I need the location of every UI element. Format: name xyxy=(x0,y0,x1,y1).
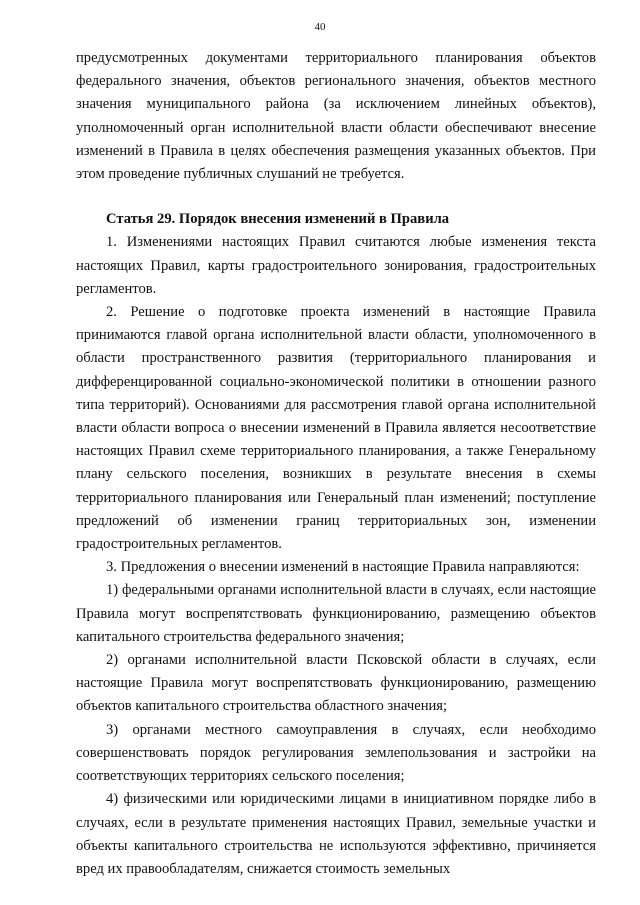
intro-paragraph: предусмотренных документами территориального планирования объектов федерального значения, объектов регионального значения, объектов местного значения муниципального района (за исключением линейных объектов), уполномоченный орган исполнительной власти области обеспечивают внесение изменений в Правила в целях обеспечения размещения указанных объектов. При этом проведение публичных слушаний не требуется. xyxy=(76,50,596,183)
list-item-3: 3) органами местного самоуправления в случаях, если необходимо совершенствовать порядок регулирования землепользования и застройки на соответствующих территориях сельского поселения; xyxy=(76,721,596,785)
paragraph-1: 1. Изменениями настоящих Правил считаются любые изменения текста настоящих Правил, карты градостроительного зонирования, градостроительных регламентов. xyxy=(76,234,596,297)
paragraph-3: 3. Предложения о внесении изменений в настоящие Правила направляются: xyxy=(106,559,580,576)
article-heading: Статья 29. Порядок внесения изменений в Правила xyxy=(106,211,450,228)
list-item-4: 4) физическими или юридическими лицами в инициативном порядке либо в случаях, если в результате применения настоящих Правил, земельные участки и объекты капитального строительства не используются эффективно, причиняется вред их правообладателям, снижается стоимость земельных xyxy=(76,791,596,877)
list-item-2: 2) органами исполнительной власти Псковской области в случаях, если настоящие Правила могут воспрепятствовать функционированию, размещению объектов капитального строительства областного значения; xyxy=(76,652,596,715)
document-body xyxy=(76,47,596,881)
page-number: 40 xyxy=(314,21,326,33)
list-item-1: 1) федеральными органами исполнительной власти в случаях, если настоящие Правила могут воспрепятствовать функционированию, размещению объектов капитального строительства федерального значения; xyxy=(76,582,596,645)
paragraph-2: 2. Решение о подготовке проекта изменений в настоящие Правила принимаются главой органа исполнительной власти области, уполномоченного в области пространственного развития (территориального планирования и дифференцированной социально-экономической политики в отношении разного типа территорий). Основаниями для рассмотрения главой органа исполнительной власти области вопроса о внесении изменений в Правила является несоответствие настоящих Правил схеме территориального планирования, а также Генеральному плану сельского поселения, возникших в результате внесения в схемы территориального планирования или Генеральный план изменений; поступление предложений об изменении границ территориальных зон, изменении градостроительных регламентов. xyxy=(76,304,596,553)
